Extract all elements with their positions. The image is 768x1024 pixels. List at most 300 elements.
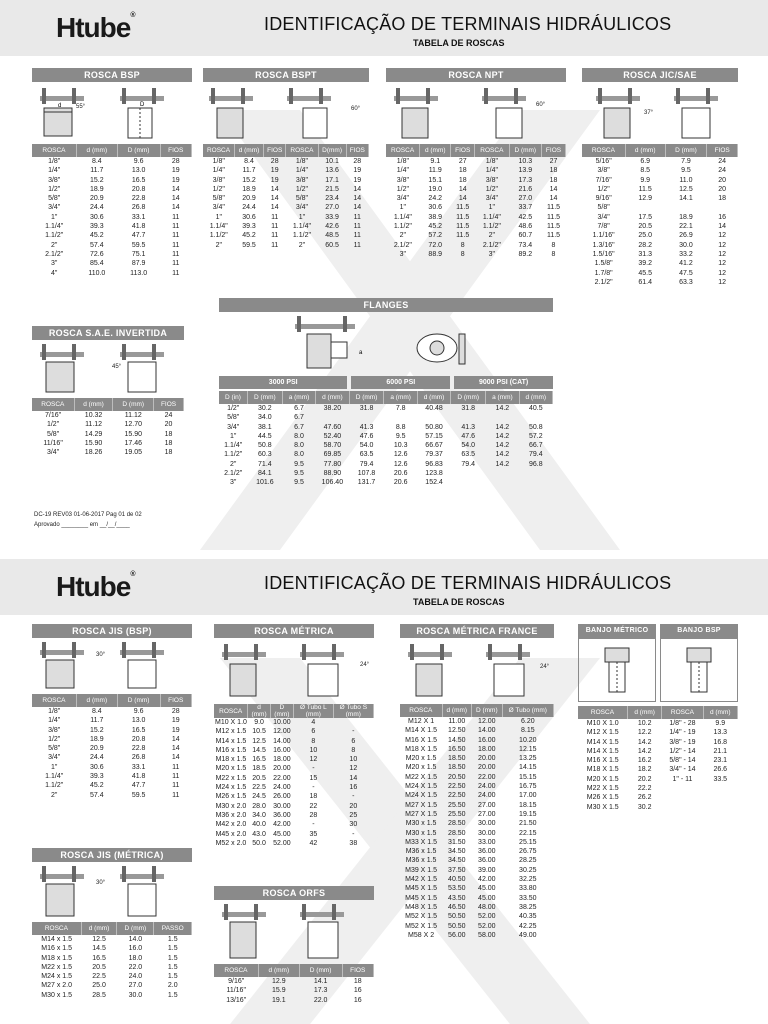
table-cell: 24.2 — [428, 195, 443, 203]
thread-angle-label: 45° — [112, 364, 122, 370]
table-cell: M22 x 1.5 — [215, 774, 247, 782]
table-row — [32, 176, 192, 185]
table-cell: 1.7/8" — [594, 269, 613, 277]
table-row — [400, 847, 554, 856]
table-cell: M26 x 1.5 — [215, 793, 247, 801]
section-rosca-orfs — [214, 886, 374, 1005]
table-row — [386, 241, 566, 250]
table-cell: 21.6 — [518, 185, 533, 193]
table-cell: 106.40 — [321, 479, 344, 487]
table-cell: 24 — [718, 158, 727, 165]
section-title: ROSCA NPT — [386, 68, 566, 82]
table-cell: 17.5 — [638, 213, 653, 221]
table-cell: 47.7 — [131, 232, 146, 240]
table-cell: 16.5 — [131, 726, 146, 734]
table-cell: 43.0 — [252, 830, 266, 838]
table-cell: - — [352, 793, 355, 801]
table-cell: 27.00 — [478, 810, 496, 818]
table-cell: 11.5 — [546, 213, 561, 221]
table-cell: 5/8" — [227, 414, 240, 422]
table-cell: 30.6 — [90, 763, 104, 771]
table-cell: M30 x 1.5 — [405, 829, 437, 837]
page-title: IDENTIFICAÇÃO DE TERMINAIS HIDRÁULICOS — [264, 573, 672, 593]
table-cell: 3/8" — [485, 176, 498, 184]
table-cell: 14 — [270, 195, 279, 203]
table-cell: 14.2 — [495, 460, 510, 468]
table-row — [32, 241, 192, 250]
column-header: ROSCA — [214, 964, 258, 977]
table-cell: 37.50 — [448, 866, 466, 874]
table-cell — [451, 469, 486, 478]
table-cell: 8.8 — [395, 423, 406, 431]
table-cell: M36 x 1.5 — [405, 848, 437, 856]
table-cell: 18 — [309, 793, 318, 801]
table-row — [219, 469, 553, 478]
table-cell: 1.1/4" — [209, 223, 228, 231]
table-cell: 25.50 — [448, 810, 466, 818]
table-cell: 48.00 — [478, 903, 496, 911]
table-row — [400, 717, 554, 726]
table-cell: 79.37 — [425, 451, 443, 459]
table-cell: 75.1 — [131, 250, 146, 258]
table-cell: 12.6 — [393, 451, 408, 459]
table-cell: 15.90 — [124, 430, 143, 438]
table-cell: 19 — [171, 726, 180, 734]
table-cell: 14 — [718, 223, 727, 231]
table-cell — [519, 413, 552, 422]
table-cell: 8.0 — [294, 432, 304, 440]
table-row — [400, 912, 554, 921]
table-cell: 1.1/4" — [482, 213, 501, 221]
table-row — [214, 996, 374, 1005]
table-cell: 30.00 — [273, 802, 291, 810]
table-cell: 20.5 — [638, 223, 653, 231]
table-cell: 39.3 — [90, 223, 104, 231]
table-cell: 18 — [164, 449, 173, 457]
table-cell: 10.2 — [637, 720, 652, 727]
table-cell: 20.8 — [131, 185, 146, 193]
brand-logo: Htube® — [56, 571, 135, 602]
table-cell: 17.46 — [124, 439, 143, 447]
table-cell: 10 — [309, 746, 318, 754]
table-cell — [662, 784, 703, 793]
document-code: DC-19 REV03 01-06-2017 Pag 01 de 02 — [34, 512, 142, 518]
table-row — [582, 231, 738, 240]
table-cell: 22.5 — [92, 973, 106, 981]
column-header: d (mm) — [76, 694, 117, 707]
table-cell: 20.00 — [478, 764, 496, 772]
table-row — [214, 755, 374, 764]
table-row — [219, 460, 553, 469]
page-subtitle: TABELA DE ROSCAS — [413, 38, 505, 48]
thread-angle-label: 60° — [536, 102, 546, 108]
column-header: ROSCA — [582, 144, 625, 157]
table-cell: 18.5 — [252, 765, 266, 773]
table-cell: 1" — [298, 213, 306, 221]
table-cell: 14 — [171, 745, 180, 753]
table-cell: 40.35 — [519, 913, 537, 921]
table-cell: 9.5 — [395, 432, 406, 440]
table-cell: 11.5 — [546, 223, 561, 231]
table-cell: 9.9 — [715, 720, 726, 727]
table-row — [32, 735, 192, 744]
table-cell: 16.50 — [448, 745, 466, 753]
table-cell: 31.8 — [359, 405, 374, 412]
table-cell: M16 X 1.5 — [405, 736, 438, 744]
table-cell: M14 X 1.5 — [586, 738, 619, 746]
table-cell: 20 — [718, 185, 727, 193]
table-cell: 15.2 — [90, 726, 104, 734]
table-banjo — [578, 706, 738, 812]
column-header: FIOS — [451, 144, 475, 157]
table-cell: 31.8 — [461, 405, 476, 412]
table-cell: 25.0 — [92, 982, 106, 990]
page-title: IDENTIFICAÇÃO DE TERMINAIS HIDRÁULICOS — [264, 14, 672, 34]
table-cell: 25.0 — [638, 232, 653, 240]
table-cell: 4" — [51, 269, 58, 277]
table-cell: 22.2 — [637, 785, 652, 793]
table-cell: 12 — [718, 260, 727, 268]
column-header: FIOS — [707, 144, 738, 157]
table-cell: 22.0 — [313, 996, 328, 1004]
table-cell — [451, 478, 486, 487]
table-row — [386, 166, 566, 175]
column-header: ROSCA — [203, 144, 235, 157]
table-cell: M14 x 1.5 — [215, 737, 247, 745]
table-cell: 35 — [309, 830, 318, 838]
table-cell: 26.8 — [131, 204, 146, 212]
table-cell: 1/8" — [212, 158, 225, 165]
table-cell: 3/8" — [396, 176, 409, 184]
table-cell: 1/8" — [295, 158, 309, 165]
table-cell: 20.6 — [393, 479, 408, 487]
table-cell: 1/2" — [597, 185, 610, 193]
table-cell: 19.15 — [519, 810, 537, 818]
table-cell: 28 — [171, 158, 180, 165]
table-cell: 22.00 — [478, 773, 496, 781]
table-row — [582, 157, 738, 166]
table-row — [400, 829, 554, 838]
table-cell — [417, 413, 450, 422]
table-cell: M24 X 1.5 — [405, 792, 438, 800]
table-cell: 50.8 — [258, 442, 272, 450]
table-cell: 11/16" — [43, 439, 63, 447]
table-cell — [486, 413, 519, 422]
table-cell: 88.9 — [428, 250, 443, 258]
table-cell: 22 — [309, 802, 318, 810]
table-cell: 5/8" — [597, 204, 610, 212]
table-cell: 20.9 — [90, 745, 104, 753]
table-cell: 1.5 — [167, 954, 178, 962]
table-cell: 11 — [353, 241, 361, 249]
table-cell — [519, 478, 552, 487]
table-row — [400, 903, 554, 912]
table-cell: 1.1/2" — [292, 232, 311, 240]
column-header: d (mm) — [235, 144, 264, 157]
table-row — [32, 448, 184, 457]
table-row — [578, 784, 738, 793]
column-header: FIOS — [160, 694, 192, 707]
table-cell: 11 — [271, 241, 279, 249]
table-cell: 11/16" — [226, 987, 246, 995]
column-header: FIOS — [542, 144, 566, 157]
table-cell: 18 — [718, 195, 727, 203]
table-cell: 22.00 — [273, 774, 291, 782]
table-cell: 24 — [718, 167, 727, 175]
table-cell: 12 — [718, 250, 727, 258]
table-cell: 13.6 — [325, 167, 339, 175]
caliper-diagram — [32, 340, 184, 398]
table-cell: 46.50 — [448, 903, 466, 911]
table-cell: 12.2 — [637, 729, 652, 737]
table-cell: 10.5 — [252, 728, 266, 736]
table-cell: 12.9 — [638, 195, 653, 203]
table-cell: 14.5 — [252, 746, 266, 754]
table-cell: 13.0 — [131, 717, 146, 725]
table-row — [386, 176, 566, 185]
table-cell — [316, 413, 349, 422]
table-cell — [662, 793, 703, 802]
table-cell: 14.1 — [313, 978, 328, 985]
table-cell: 7/8" — [597, 223, 610, 231]
column-header: a (mm) — [486, 391, 519, 404]
table-cell: 38.9 — [428, 213, 443, 221]
table-cell: 14.1 — [679, 195, 693, 203]
table-cell: 42.6 — [325, 223, 339, 231]
section-rosca-metrica — [214, 624, 374, 848]
table-cell: 50.0 — [252, 839, 266, 847]
table-cell: 5/8" - 14 — [669, 757, 696, 765]
section-rosca-jis-bsp — [32, 624, 192, 800]
table-cell: 1.1/2" — [393, 223, 412, 231]
table-cell: 1.3/16" — [592, 241, 615, 249]
table-row — [582, 176, 738, 185]
table-cell: 59.5 — [131, 241, 146, 249]
table-cell: 18 — [458, 167, 467, 175]
table-row — [578, 728, 738, 737]
table-cell: 22.0 — [128, 963, 143, 971]
table-cell: 11.5 — [456, 232, 470, 240]
table-row — [32, 981, 192, 990]
column-header: D (mm) — [117, 694, 160, 707]
table-row — [400, 763, 554, 772]
table-cell: M20 X 1.5 — [586, 775, 619, 783]
table-cell — [625, 203, 665, 212]
table-row — [578, 765, 738, 774]
table-cell: 16 — [353, 987, 362, 995]
table-cell: 28 — [171, 708, 180, 715]
table-cell: 63.5 — [359, 451, 374, 459]
table-cell: 31.3 — [638, 250, 653, 258]
column-header: ROSCA — [400, 704, 442, 717]
column-header: ROSCA — [32, 398, 74, 411]
column-header: ROSCA — [386, 144, 420, 157]
table-cell: 12.00 — [478, 718, 496, 725]
table-cell: M12 x 1.5 — [215, 728, 247, 736]
table-cell: M24 x 1.5 — [41, 973, 73, 981]
table-cell: 1" - 11 — [672, 775, 693, 783]
column-header: D (mm) — [270, 704, 293, 718]
table-cell: 12.15 — [519, 745, 537, 753]
table-cell: 22.50 — [448, 783, 466, 791]
table-cell: 14 — [171, 754, 180, 762]
table-cell: 47.5 — [679, 269, 693, 277]
table-cell: 16 — [353, 996, 362, 1004]
column-header: D (mm) — [451, 391, 486, 404]
table-cell: 1.1/2" — [45, 232, 64, 240]
table-cell: 50.80 — [425, 423, 443, 431]
table-cell: 30.2 — [258, 405, 272, 412]
table-cell: 2.1/2" — [482, 241, 501, 249]
column-header: d (mm) — [81, 922, 117, 935]
column-header: d (mm) — [258, 964, 299, 977]
table-rosca-metrica-france — [400, 704, 554, 940]
table-cell: 3/4" — [48, 754, 61, 762]
table-cell: M22 x 1.5 — [41, 963, 73, 971]
table-cell: 8 — [551, 250, 556, 258]
table-cell: 24.4 — [90, 204, 104, 212]
table-cell: 3" — [230, 479, 237, 487]
table-cell: 45.5 — [638, 269, 653, 277]
pressure-header: 9000 PSI (CAT) — [454, 376, 553, 389]
table-cell: 63.3 — [679, 278, 693, 286]
table-cell — [662, 803, 703, 812]
table-cell: 8.4 — [91, 158, 102, 165]
column-header: ROSCA — [32, 144, 76, 157]
table-cell: 11 — [172, 782, 180, 790]
table-cell: 60.7 — [518, 232, 533, 240]
table-cell: M26 X 1.5 — [586, 794, 619, 802]
table-cell: 13/16" — [226, 996, 247, 1004]
page-header — [0, 559, 768, 615]
table-cell: 20.00 — [273, 765, 291, 773]
table-cell: 1.1/4" — [224, 442, 243, 450]
table-cell — [703, 793, 737, 802]
table-cell: M12 X 1.5 — [586, 729, 619, 737]
table-row — [214, 746, 374, 755]
table-row — [32, 944, 192, 953]
table-cell: M36 x 2.0 — [215, 811, 247, 819]
table-cell: 42.5 — [518, 213, 533, 221]
table-cell: 24.00 — [478, 792, 496, 800]
table-cell: 17.3 — [518, 176, 533, 184]
table-cell: 7/16" — [595, 176, 612, 184]
table-cell: 12.5 — [679, 185, 693, 193]
table-cell: 79.4 — [359, 460, 374, 468]
caliper-diagram — [32, 862, 192, 922]
table-row — [32, 194, 192, 203]
table-row — [400, 754, 554, 763]
table-row — [578, 756, 738, 765]
table-cell: 16.00 — [478, 736, 496, 744]
table-cell: 28.50 — [448, 820, 466, 828]
table-cell: 39.3 — [242, 223, 256, 231]
table-cell: 31.50 — [448, 838, 466, 846]
table-cell: 1" — [488, 204, 496, 212]
table-cell: 50.50 — [448, 913, 466, 921]
table-cell: 1.1/4" — [292, 223, 311, 231]
column-header: d (mm) — [248, 704, 270, 718]
table-cell: 8.15 — [521, 727, 535, 735]
table-row — [400, 791, 554, 800]
table-cell: 1/4" — [485, 167, 498, 175]
table-cell: 20.2 — [637, 775, 652, 783]
table-cell: 16.2 — [637, 757, 652, 765]
table-cell: 11.5 — [456, 213, 470, 221]
table-cell: 14.2 — [495, 432, 510, 440]
table-cell: 1" — [215, 213, 222, 221]
table-cell: 30.00 — [478, 820, 496, 828]
table-cell: 12 — [718, 241, 727, 249]
table-cell: 16.5 — [92, 954, 106, 962]
table-cell: - — [312, 821, 315, 829]
table-cell: 1" — [51, 213, 58, 221]
table-cell: 19.0 — [428, 185, 443, 193]
table-cell: 4 — [311, 719, 316, 726]
table-row — [214, 764, 374, 773]
table-cell: 45.2 — [90, 232, 104, 240]
table-cell: M22 X 1.5 — [405, 773, 438, 781]
column-header: FIOS — [160, 144, 192, 157]
table-cell: 33.5 — [713, 775, 728, 783]
table-cell: 30 — [349, 821, 358, 829]
table-cell: 20.6 — [393, 470, 408, 478]
table-row — [400, 810, 554, 819]
table-cell: 2.1/2" — [594, 278, 613, 286]
table-cell: 15.1 — [428, 176, 443, 184]
table-row — [578, 738, 738, 747]
table-cell: 24.00 — [478, 783, 496, 791]
table-cell: 18.26 — [84, 449, 103, 457]
table-cell: M22 X 1.5 — [586, 785, 619, 793]
table-row — [203, 222, 369, 231]
column-header: D (mm) — [349, 391, 384, 404]
table-cell: 1/8" — [396, 158, 409, 165]
table-cell: 14 — [270, 185, 279, 193]
table-cell: 30.6 — [242, 213, 256, 221]
thread-angle-label: 30° — [96, 652, 106, 658]
table-cell: 11 — [172, 213, 180, 221]
table-cell: 47.60 — [323, 423, 342, 431]
table-cell: 38 — [349, 839, 358, 847]
table-cell: 2.0 — [167, 982, 178, 990]
table-cell: 3/8" — [212, 176, 225, 184]
table-cell: 22.50 — [448, 792, 466, 800]
table-rosca-jic-sae — [582, 144, 738, 287]
table-cell: 32.25 — [519, 876, 537, 884]
table-cell: 57.15 — [425, 432, 443, 440]
table-cell: 12.6 — [393, 460, 408, 468]
column-header: ROSCA — [214, 704, 248, 718]
table-row — [386, 203, 566, 212]
table-cell: 14 — [549, 195, 558, 203]
table-cell: 8.4 — [91, 708, 102, 715]
table-cell: 59.5 — [242, 241, 256, 249]
table-cell: 1/4" — [48, 167, 61, 175]
table-cell: 3" — [488, 250, 496, 258]
table-cell: M33 X 1.5 — [405, 838, 438, 846]
table-row — [32, 439, 184, 448]
table-cell: 40.0 — [252, 821, 266, 829]
table-cell: M14 X 1.5 — [405, 727, 438, 735]
column-header: FIOS — [346, 144, 368, 157]
table-cell: 48.6 — [518, 223, 533, 231]
table-row — [219, 432, 553, 441]
pressure-header: 6000 PSI — [351, 376, 450, 389]
table-cell: 61.4 — [638, 278, 653, 286]
table-row — [386, 231, 566, 240]
table-cell: 1/2" — [48, 735, 61, 743]
